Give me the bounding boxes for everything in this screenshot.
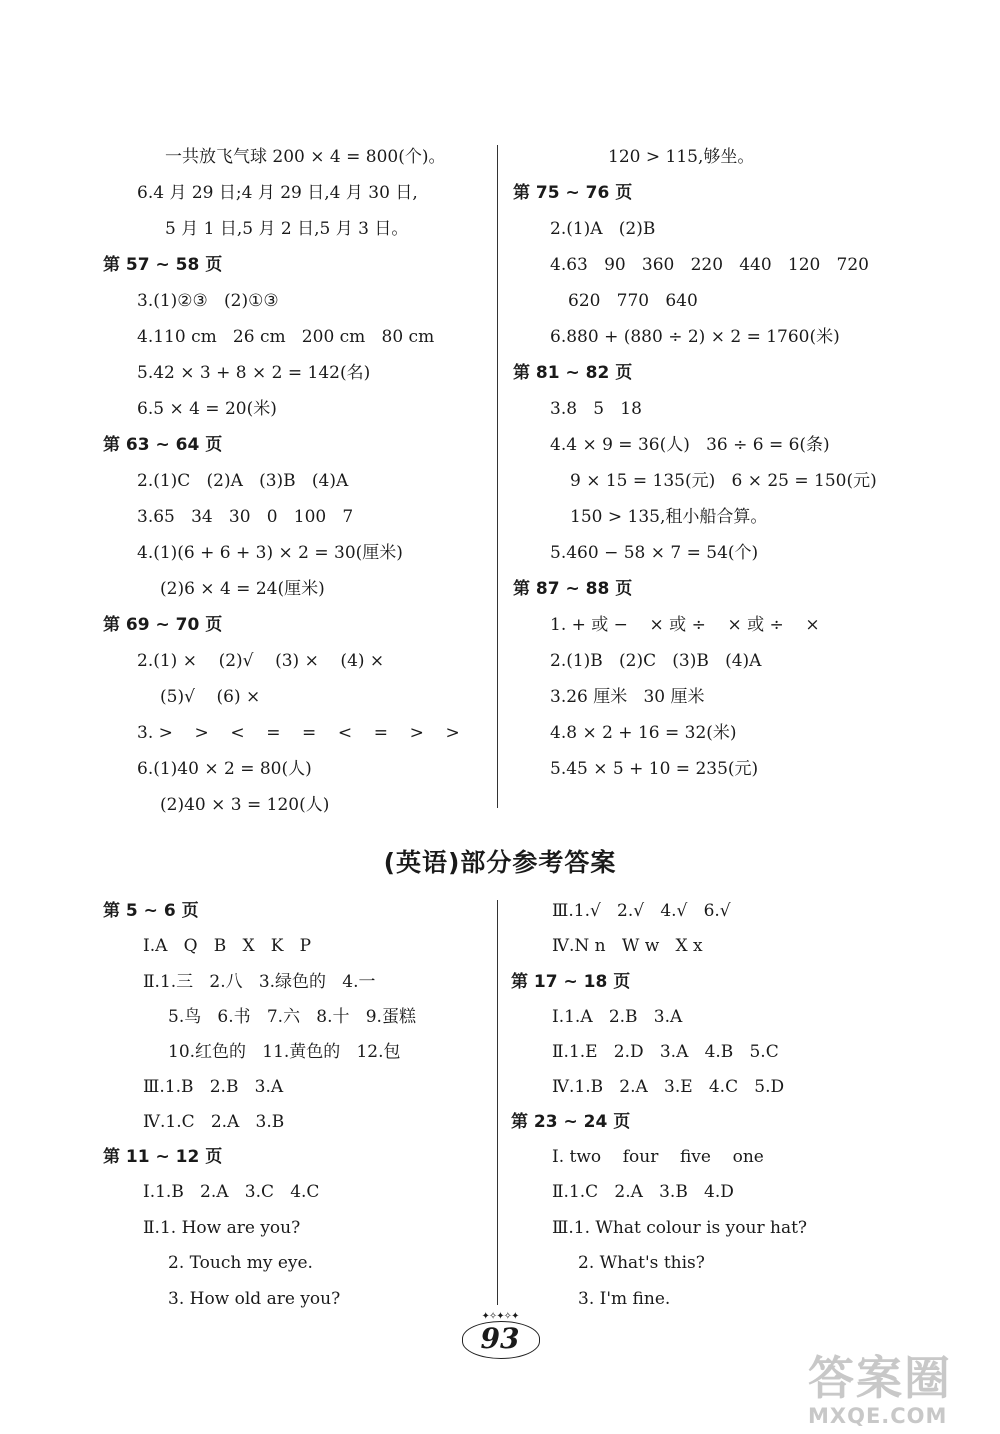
answer-line: 6.(1)40 × 2 = 80(人): [137, 759, 312, 779]
section-title: (英语)部分参考答案: [383, 848, 617, 877]
answer-line: 5.鸟 6.书 7.六 8.十 9.蛋糕: [168, 1007, 416, 1027]
answer-line: 2.(1) × (2)√ (3) × (4) ×: [137, 651, 385, 671]
answer-line: 6.880 + (880 ÷ 2) × 2 = 1760(米): [550, 327, 840, 347]
answer-line: Ⅰ.A Q B X K P: [143, 936, 312, 956]
answer-line: 2.(1)B (2)C (3)B (4)A: [550, 651, 762, 671]
answer-line: 6.5 × 4 = 20(米): [137, 399, 277, 419]
answer-line: 2. Touch my eye.: [168, 1253, 313, 1273]
answer-line: Ⅰ.1.B 2.A 3.C 4.C: [143, 1182, 320, 1202]
page-range-heading: 第 87 ~ 88 页: [513, 579, 633, 599]
page-range-heading: 第 75 ~ 76 页: [513, 183, 633, 203]
page-number-badge: [462, 1311, 538, 1361]
page-range-heading: 第 57 ~ 58 页: [103, 255, 223, 275]
answer-line: Ⅲ.1. What colour is your hat?: [552, 1218, 808, 1238]
answer-line: 4.(1)(6 + 6 + 3) × 2 = 30(厘米): [137, 543, 403, 563]
answer-line: 5.42 × 3 + 8 × 2 = 142(名): [137, 363, 371, 383]
ornament-icon: ✦✧✦✧✦: [481, 1311, 519, 1322]
answer-line: (2)40 × 3 = 120(人): [160, 795, 330, 815]
answer-line: 5.460 − 58 × 7 = 54(个): [550, 543, 759, 563]
page-range-heading: 第 11 ~ 12 页: [103, 1147, 223, 1167]
page-range-heading: 第 5 ~ 6 页: [103, 901, 199, 921]
answer-line: Ⅳ.1.C 2.A 3.B: [143, 1112, 285, 1132]
answer-line: Ⅰ.1.A 2.B 3.A: [552, 1007, 683, 1027]
answer-line: 9 × 15 = 135(元) 6 × 25 = 150(元): [570, 471, 877, 491]
watermark-url: MXQE.COM: [808, 1404, 948, 1428]
answer-line: 5.45 × 5 + 10 = 235(元): [550, 759, 759, 779]
answer-line: Ⅲ.1.B 2.B 3.A: [143, 1077, 284, 1097]
answer-line: Ⅰ. two four five one: [552, 1147, 764, 1167]
answer-line: 3.26 厘米 30 厘米: [550, 687, 705, 707]
answer-line: 150 > 135,租小船合算。: [570, 507, 768, 527]
answer-line: Ⅱ.1.C 2.A 3.B 4.D: [552, 1182, 734, 1202]
answer-line: 1. + 或 − × 或 ÷ × 或 ÷ ×: [550, 615, 820, 635]
page-range-heading: 第 81 ~ 82 页: [513, 363, 633, 383]
answer-line: 2.(1)A (2)B: [550, 219, 656, 239]
answer-line: 3. > > < = = < = > >: [137, 723, 460, 743]
watermark-text: 答案圈: [808, 1351, 952, 1405]
page-range-heading: 第 23 ~ 24 页: [511, 1112, 631, 1132]
answer-line: 3. I'm fine.: [578, 1289, 671, 1309]
answer-line: 4.8 × 2 + 16 = 32(米): [550, 723, 737, 743]
answer-line: 3.65 34 30 0 100 7: [137, 507, 354, 527]
answer-line: 3.8 5 18: [550, 399, 642, 419]
answer-line: 4.4 × 9 = 36(人) 36 ÷ 6 = 6(条): [550, 435, 830, 455]
answer-line: 620 770 640: [568, 291, 698, 311]
column-divider: [497, 145, 498, 808]
answer-line: 4.110 cm 26 cm 200 cm 80 cm: [137, 327, 435, 347]
page-range-heading: 第 17 ~ 18 页: [511, 972, 631, 992]
answer-line: 10.红色的 11.黄色的 12.包: [168, 1042, 401, 1062]
answer-line: Ⅱ.1.E 2.D 3.A 4.B 5.C: [552, 1042, 779, 1062]
answer-line: Ⅲ.1.√ 2.√ 4.√ 6.√: [552, 901, 731, 921]
answer-line: Ⅳ.N n W w X x: [552, 936, 703, 956]
answer-line: 120 > 115,够坐。: [608, 147, 755, 167]
answer-line: (2)6 × 4 = 24(厘米): [160, 579, 325, 599]
answer-line: 4.63 90 360 220 440 120 720: [550, 255, 869, 275]
page-number: 93: [480, 1322, 520, 1355]
watermark-logo: [808, 1352, 998, 1432]
answer-line: Ⅱ.1.三 2.八 3.绿色的 4.一: [143, 972, 376, 992]
answer-line: 一共放飞气球 200 × 4 = 800(个)。: [165, 147, 446, 167]
answer-line: (5)√ (6) ×: [160, 687, 261, 707]
answer-line: 2. What's this?: [578, 1253, 705, 1273]
answer-line: 3. How old are you?: [168, 1289, 341, 1309]
answer-line: 6.4 月 29 日;4 月 29 日,4 月 30 日,: [137, 183, 418, 203]
page-range-heading: 第 69 ~ 70 页: [103, 615, 223, 635]
page-range-heading: 第 63 ~ 64 页: [103, 435, 223, 455]
answer-line: 3.(1)②③ (2)①③: [137, 291, 279, 311]
answer-line: 5 月 1 日,5 月 2 日,5 月 3 日。: [165, 219, 409, 239]
column-divider: [497, 900, 498, 1305]
answer-line: 2.(1)C (2)A (3)B (4)A: [137, 471, 349, 491]
answer-line: Ⅳ.1.B 2.A 3.E 4.C 5.D: [552, 1077, 785, 1097]
answer-line: Ⅱ.1. How are you?: [143, 1218, 301, 1238]
